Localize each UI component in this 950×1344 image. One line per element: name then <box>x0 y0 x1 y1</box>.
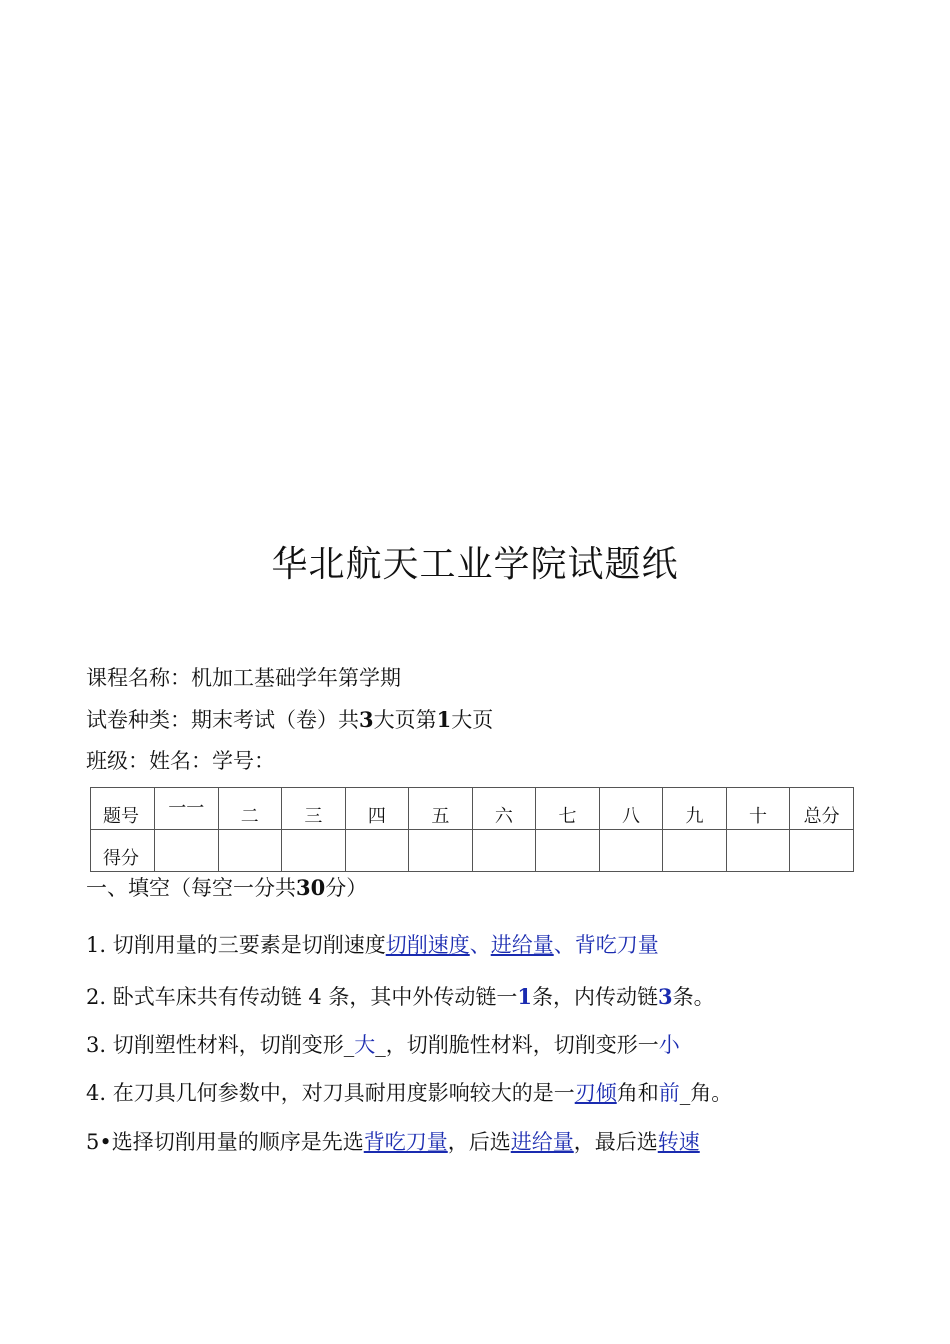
score-cell <box>472 830 536 872</box>
score-cell <box>218 830 282 872</box>
answer: 转速 <box>657 1130 700 1154</box>
page-title: 华北航天工业学院试题纸 <box>271 544 679 585</box>
answer: 小 <box>658 1033 680 1057</box>
section-heading <box>86 872 367 902</box>
question-1 <box>86 929 659 959</box>
answer: 切削速度 <box>385 933 470 957</box>
question-text: 3. 切削塑性材料，切削变形_ <box>86 1033 355 1057</box>
paper-label: 试卷种类： <box>86 708 191 732</box>
score-table-header-cell: 总分 <box>790 788 854 830</box>
paper-value-2: 大页第 <box>373 708 437 732</box>
section-heading-suffix: 分） <box>325 876 368 900</box>
score-table-score-row <box>91 830 854 872</box>
question-text: 条，内传动链 <box>532 985 659 1009</box>
score-cell <box>536 830 600 872</box>
score-cell <box>599 830 663 872</box>
score-cell <box>663 830 727 872</box>
score-table <box>90 787 854 872</box>
class-line: 班级：姓名：学号： <box>86 749 275 773</box>
question-text: 角和 <box>616 1081 659 1105</box>
answer: 刃倾 <box>574 1081 617 1105</box>
question-text: ，最后选 <box>573 1130 658 1154</box>
question-text: _，切削脆性材料，切削变形一 <box>375 1033 659 1057</box>
answer: 前 <box>658 1081 680 1105</box>
course-label: 课程名称： <box>86 666 191 690</box>
paper-line <box>86 704 493 734</box>
question-text: 5•选择切削用量的顺序是先选 <box>86 1130 364 1154</box>
score-table-header-cell: 七 <box>536 788 600 830</box>
score-table-header-cell: 二 <box>218 788 282 830</box>
answer: 背吃刀量 <box>363 1130 448 1154</box>
answer: 1 <box>517 984 533 1009</box>
answer: 进给量 <box>510 1130 574 1154</box>
score-table-row-head-score: 得分 <box>91 830 155 872</box>
section-heading-points: 30 <box>296 875 326 900</box>
score-table-header-cell: 四 <box>345 788 409 830</box>
question-text: 2. 卧式车床共有传动链 4 条，其中外传动链一 <box>86 985 518 1009</box>
paper-current: 1 <box>436 707 452 732</box>
score-table-header-row <box>91 788 854 830</box>
answer-separator: 、 <box>553 933 575 957</box>
score-table-header-cell: 八 <box>599 788 663 830</box>
score-cell <box>409 830 473 872</box>
score-cell <box>155 830 219 872</box>
question-text: 条。 <box>672 985 715 1009</box>
score-table-header-cell: 九 <box>663 788 727 830</box>
question-4 <box>86 1077 732 1107</box>
question-text: 4. 在刀具几何参数中，对刀具耐用度影响较大的是一 <box>86 1081 575 1105</box>
answer-separator: 、 <box>469 933 491 957</box>
paper-value-3: 大页 <box>451 708 494 732</box>
question-text: _角。 <box>679 1081 733 1105</box>
answer: 背吃刀量 <box>574 933 659 957</box>
answer: 3 <box>658 984 673 1009</box>
paper-value-1: 期末考试（卷）共 <box>191 708 359 732</box>
section-heading-prefix: 一、填空（每空一分共 <box>86 876 296 900</box>
score-cell <box>282 830 346 872</box>
score-table-row-head-number: 题号 <box>91 788 155 830</box>
paper-total: 3 <box>359 707 374 732</box>
score-cell <box>726 830 790 872</box>
course-value: 机加工基础学年第学期 <box>191 666 401 690</box>
score-table-header-cell: 五 <box>409 788 473 830</box>
score-table-header-cell: 十 <box>726 788 790 830</box>
question-text: 1. 切削用量的三要素是切削速度 <box>86 933 386 957</box>
question-3 <box>86 1029 680 1059</box>
question-2 <box>86 981 715 1011</box>
answer: 大 <box>354 1033 376 1057</box>
score-cell <box>790 830 854 872</box>
course-line <box>86 662 401 692</box>
question-5 <box>86 1126 700 1156</box>
score-cell <box>345 830 409 872</box>
question-text: ，后选 <box>447 1130 511 1154</box>
score-table-header-cell: 一一 <box>155 788 219 830</box>
answer: 进给量 <box>490 933 554 957</box>
score-table-header-cell: 六 <box>472 788 536 830</box>
score-table-header-cell: 三 <box>282 788 346 830</box>
